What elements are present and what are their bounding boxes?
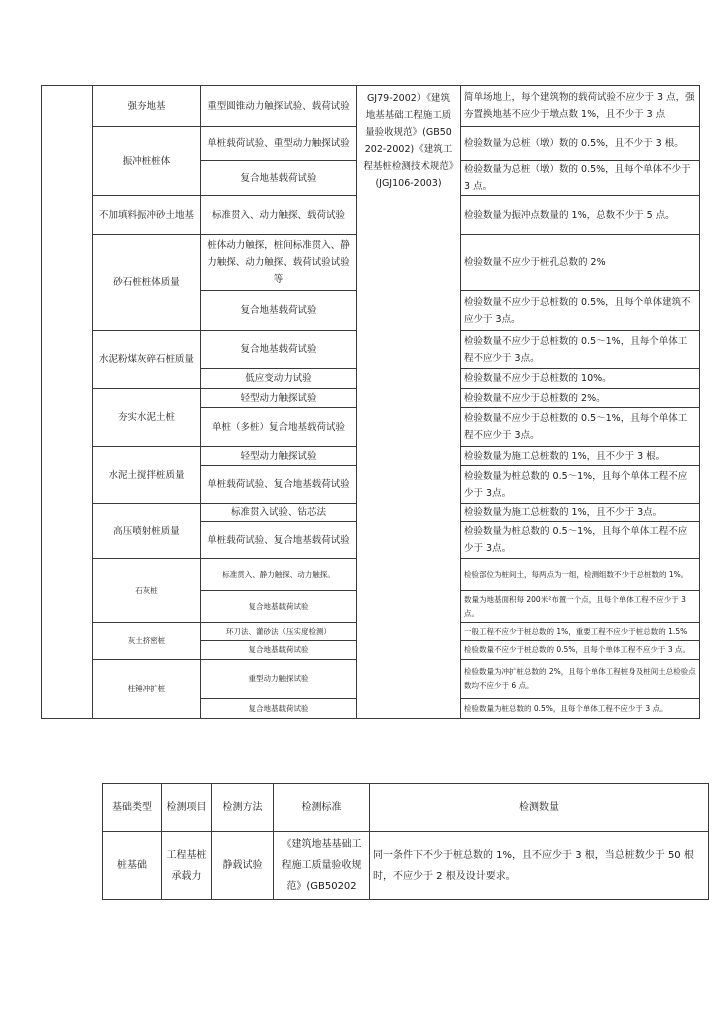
test-quantity-cell: 检验数量为施工总桩数的 1%，且不少于 3 根。 — [461, 447, 700, 466]
test-quantity-cell: 检验数量为总桩（墩）数的 0.5%，且不少于 3 根。 — [461, 127, 700, 161]
test-method-cell: 轻型动力触探试验 — [201, 447, 357, 466]
test-standard-cell: GJ79-2002）《建筑地基基础工程施工质量验收规范》(GB50202-2002)《建筑工程基桩检测技术规范》(JGJ106-2003) — [357, 86, 461, 719]
test-method-cell: 标准贯入、静力触探、动力触探。 — [201, 559, 357, 591]
header-row — [103, 784, 709, 832]
test-item-cell: 工程基桩承载力 — [162, 832, 212, 900]
test-quantity-cell: 检验数量不应少于总桩数的 2%。 — [461, 389, 700, 408]
test-method-cell: 环刀法、灌砂法（压实度检测） — [201, 623, 357, 641]
test-method-cell: 轻型动力触探试验 — [201, 389, 357, 408]
foundation-type-cell: 水泥粉煤灰碎石桩质量 — [93, 331, 201, 389]
test-quantity-cell: 简单场地上，每个建筑物的载荷试验不应少于 3 点，强夯置换地基不应少于墩点数 1%，且不少于 3 点 — [461, 86, 700, 127]
header-test-standard: 检测标准 — [274, 784, 370, 832]
test-quantity-cell: 检验数量为冲扩桩总数的 2%，且每个单体工程桩身及桩间土总检验点数均不应少于 6 点。 — [461, 660, 700, 699]
test-method-cell: 低应变动力试验 — [201, 369, 357, 389]
test-method-cell: 重型动力触探试验 — [201, 660, 357, 699]
test-quantity-cell: 检验数量为桩总数的 0.5～1%，且每个单体工程不应少于 3点。 — [461, 466, 700, 504]
table-row — [103, 832, 709, 900]
foundation-type-cell: 夯实水泥土桩 — [93, 389, 201, 447]
test-quantity-cell: 检验数量为振冲点数量的 1%，总数不少于 5 点。 — [461, 196, 700, 235]
test-method-cell: 桩体动力触探，桩间标准贯入、静力触探、动力触探、载荷试验试验等 — [201, 235, 357, 291]
test-quantity-cell: 同一条件下不少于桩总数的 1%，且不应少于 3 根，当总桩数少于 50 根时，不应少于 2 根及设计要求。 — [370, 832, 709, 900]
foundation-type-cell: 柱锤冲扩桩 — [93, 660, 201, 719]
test-quantity-cell: 检验数量不应少于总桩数的 0.5～1%，且每个单体工程不应少于 3点。 — [461, 331, 700, 369]
foundation-type-cell: 灰土挤密桩 — [93, 623, 201, 660]
test-method-cell: 标准贯入、动力触探、载荷试验 — [201, 196, 357, 235]
test-method-cell: 静载试验 — [212, 832, 274, 900]
test-quantity-cell: 检验数量为总桩（墩）数的 0.5%，且每个单体不少于 3 点。 — [461, 161, 700, 196]
foundation-type-cell: 桩基础 — [103, 832, 162, 900]
test-quantity-cell: 检验数量为桩总数的 0.5～1%，且每个单体工程不应少于 3点。 — [461, 522, 700, 559]
header-test-method: 检测方法 — [212, 784, 274, 832]
foundation-type-cell: 不加填料振冲砂土地基 — [93, 196, 201, 235]
header-foundation-type: 基础类型 — [103, 784, 162, 832]
test-method-cell: 复合地基载荷试验 — [201, 161, 357, 196]
test-quantity-cell: 检验数量为施工总桩数的 1%，且不少于 3点。 — [461, 504, 700, 522]
table-row — [42, 86, 700, 127]
test-method-cell: 单桩（多桩）复合地基载荷试验 — [201, 408, 357, 447]
foundation-type-cell: 强夯地基 — [93, 86, 201, 127]
pile-foundation-table — [102, 783, 709, 900]
test-method-cell: 复合地基载荷试验 — [201, 591, 357, 623]
test-quantity-cell: 检验数量不应少于总桩数的 10%。 — [461, 369, 700, 389]
foundation-type-cell: 砂石桩桩体质量 — [93, 235, 201, 331]
test-quantity-cell: 检验数量不应少于桩总数的 0.5%，且每个单体工程不应少于 3 点。 — [461, 641, 700, 660]
left-margin-cell — [42, 86, 93, 719]
test-quantity-cell: 检验数量不应少于桩孔总数的 2% — [461, 235, 700, 291]
header-test-item: 检测项目 — [162, 784, 212, 832]
test-method-cell: 复合地基载荷试验 — [201, 291, 357, 331]
test-method-cell: 重型圆锥动力触探试验、载荷试验 — [201, 86, 357, 127]
test-standard-cell: 《建筑地基基础工程施工质量验收规范》(GB50202 — [274, 832, 370, 900]
test-method-cell: 复合地基载荷试验 — [201, 331, 357, 369]
test-method-cell: 单桩载荷试验、复合地基载荷试验 — [201, 522, 357, 559]
foundation-test-table — [41, 85, 700, 719]
header-test-quantity: 检测数量 — [370, 784, 709, 832]
test-method-cell: 标准贯入试验、钻芯法 — [201, 504, 357, 522]
test-method-cell: 单桩载荷试验、重型动力触探试验 — [201, 127, 357, 161]
foundation-type-cell: 振冲桩桩体 — [93, 127, 201, 196]
foundation-type-cell: 石灰桩 — [93, 559, 201, 623]
test-method-cell: 复合地基载荷试验 — [201, 641, 357, 660]
test-quantity-cell: 检验数量不应少于总桩数的 0.5%，且每个单体建筑不应少于 3点。 — [461, 291, 700, 331]
test-quantity-cell: 一般工程不应少于桩总数的 1%，重要工程不应少于桩总数的 1.5% — [461, 623, 700, 641]
test-quantity-cell: 检验数量为桩总数的 0.5%，且每个单体工程不应少于 3 点。 — [461, 699, 700, 719]
test-method-cell: 单桩载荷试验、复合地基载荷试验 — [201, 466, 357, 504]
foundation-type-cell: 高压喷射桩质量 — [93, 504, 201, 559]
test-quantity-cell: 数量为地基面积每 200米²布置一个点，且每个单体工程不应少于 3 点。 — [461, 591, 700, 623]
test-quantity-cell: 检验部位为桩间土，每两点为一组，检测组数不少于总桩数的 1%。 — [461, 559, 700, 591]
test-method-cell: 复合地基载荷试验 — [201, 699, 357, 719]
test-quantity-cell: 检验数量不应少于总桩数的 0.5～1%，且每个单体工程不应少于 3点。 — [461, 408, 700, 447]
foundation-type-cell: 水泥土搅拌桩质量 — [93, 447, 201, 504]
